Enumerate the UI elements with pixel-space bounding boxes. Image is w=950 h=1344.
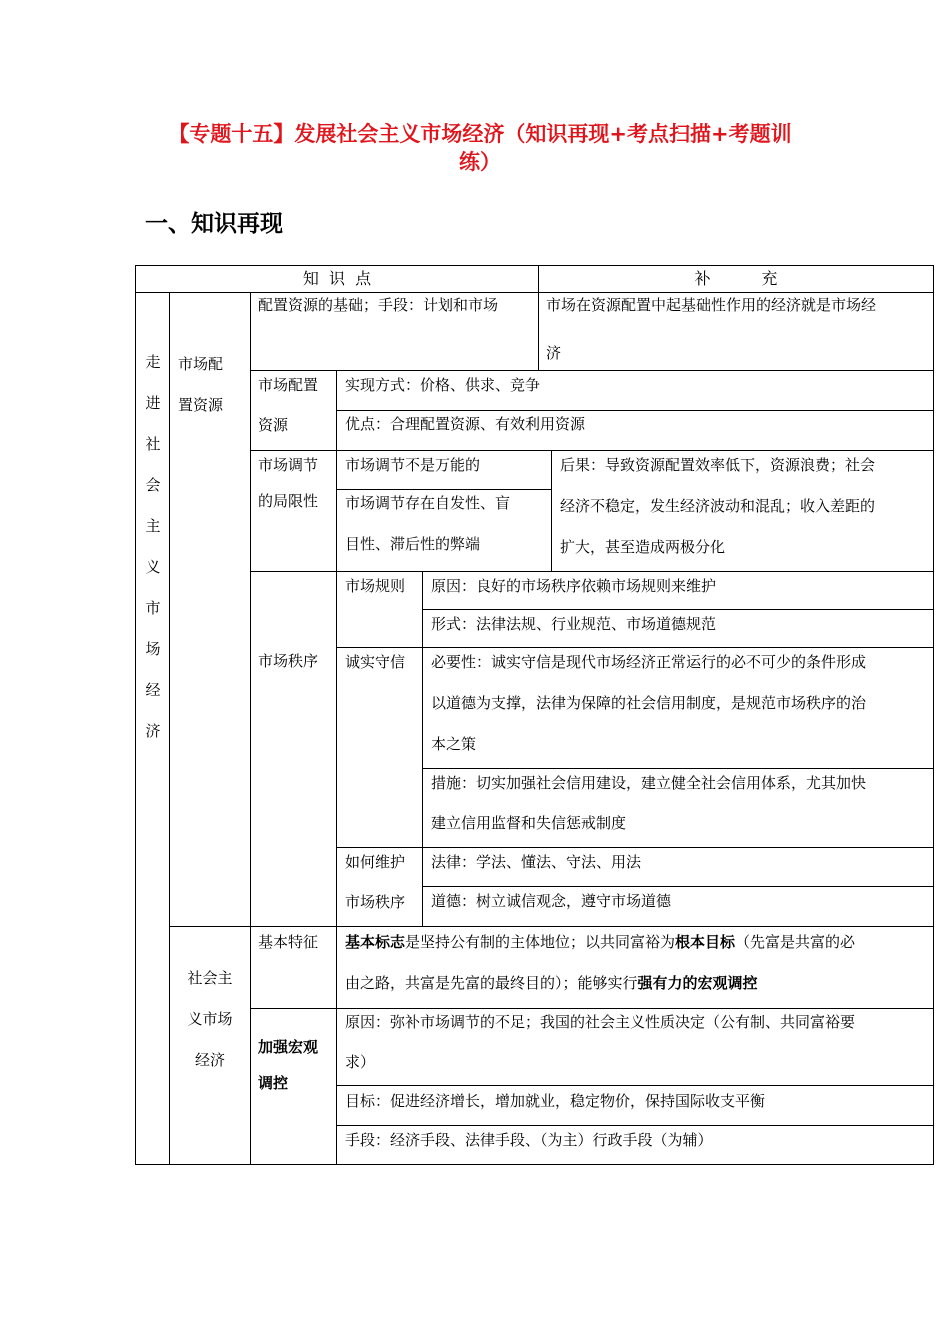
honesty-label: 诚实守信 (345, 653, 406, 671)
vertical-label-char: 义 (145, 558, 161, 576)
vertical-label-char: 场 (145, 640, 161, 658)
honesty-measure: 措施：切实加强社会信用建设，建立健全社会信用体系，尤其加快 建立信用监督和失信惩戒制度 (431, 774, 867, 832)
macro-reason: 原因：弥补市场调节的不足；我国的社会主义性质决定（公有制、共同富裕要 求） (345, 1013, 856, 1071)
limit-result-text: 后果：导致资源配置效率低下，资源浪费；社会 经济不稳定，发生经济波动和混乱；收入差距的 扩大，甚至造成两极分化 (560, 456, 876, 556)
macro-goal: 目标：促进经济增长，增加就业，稳定物价，保持国际收支平衡 (345, 1092, 766, 1110)
limit-1-text: 市场调节不是万能的 (345, 456, 481, 474)
limit-2-text: 市场调节存在自发性、盲 目性、滞后性的弊端 (345, 494, 511, 553)
order-label: 市场秩序 (258, 652, 319, 670)
document-title (140, 120, 820, 176)
order-label-cell (250, 571, 337, 927)
header-left-text: 知 识 点 (302, 269, 372, 288)
group2-label: 社会主 义市场 经济 (187, 969, 233, 1069)
maintain-law: 法律：学法、懂法、守法、用法 (431, 853, 642, 871)
section-heading: 一、知识再现 (145, 211, 283, 237)
vertical-label-char: 主 (145, 517, 161, 535)
feature-label: 基本特征 (258, 933, 319, 951)
vertical-label-char: 会 (145, 476, 161, 494)
group1-label: 市场配 置资源 (178, 355, 224, 414)
rules-form: 形式：法律法规、行业规范、市场道德规范 (431, 615, 717, 633)
title-line-2: 练） (459, 150, 501, 174)
rules-reason: 原因：良好的市场秩序依赖市场规则来维护 (431, 577, 717, 595)
vertical-label-char: 进 (145, 394, 161, 412)
rules-label: 市场规则 (345, 577, 406, 595)
market-alloc-label: 市场配置 资源 (258, 376, 319, 434)
vertical-label-char: 济 (145, 722, 161, 740)
vertical-label-char: 走 (145, 353, 161, 371)
feature-text (345, 932, 855, 993)
market-alloc-way: 实现方式：价格、供求、竞争 (345, 376, 541, 394)
feature-line-1: 基本标志是坚持公有制的主体地位；以共同富裕为根本目标（先富是共富的必 (345, 933, 856, 951)
market-alloc-merit: 优点：合理配置资源、有效利用资源 (345, 415, 586, 433)
basis-note: 市场在资源配置中起基础性作用的经济就是市场经 济 (546, 296, 877, 362)
title-line-1: 【专题十五】发展社会主义市场经济（知识再现+考点扫描+考题训 (168, 122, 792, 146)
basis-text: 配置资源的基础；手段：计划和市场 (258, 296, 499, 314)
header-right-text: 补 充 (694, 269, 778, 288)
macro-means: 手段：经济手段、法律手段、（为主）行政手段（为辅） (345, 1131, 713, 1149)
feature-bold-2: 根本目标 (675, 933, 736, 951)
feature-line-2: 由之路，共富是先富的最终目的）；能够实行强有力的宏观调控 (345, 974, 758, 992)
feature-bold-3: 强有力的宏观调控 (637, 974, 758, 992)
vertical-label-char: 市 (145, 599, 161, 617)
macro-label: 加强宏观 调控 (258, 1038, 319, 1092)
honesty-need: 必要性：诚实守信是现代市场经济正常运行的必不可少的条件形成 以道德为支撑，法律为保障的社会信用制度，是规范市场秩序的治 本之策 (431, 653, 867, 753)
vertical-label (143, 342, 163, 752)
feature-bold-1: 基本标志 (345, 933, 406, 951)
vertical-label-char: 经 (145, 681, 161, 699)
limit-label: 市场调节 的局限性 (258, 456, 319, 510)
maintain-moral: 道德：树立诚信观念，遵守市场道德 (431, 892, 672, 910)
honesty-label-cell (336, 647, 423, 848)
vertical-label-char: 社 (145, 435, 161, 453)
maintain-label: 如何维护 市场秩序 (345, 853, 406, 911)
